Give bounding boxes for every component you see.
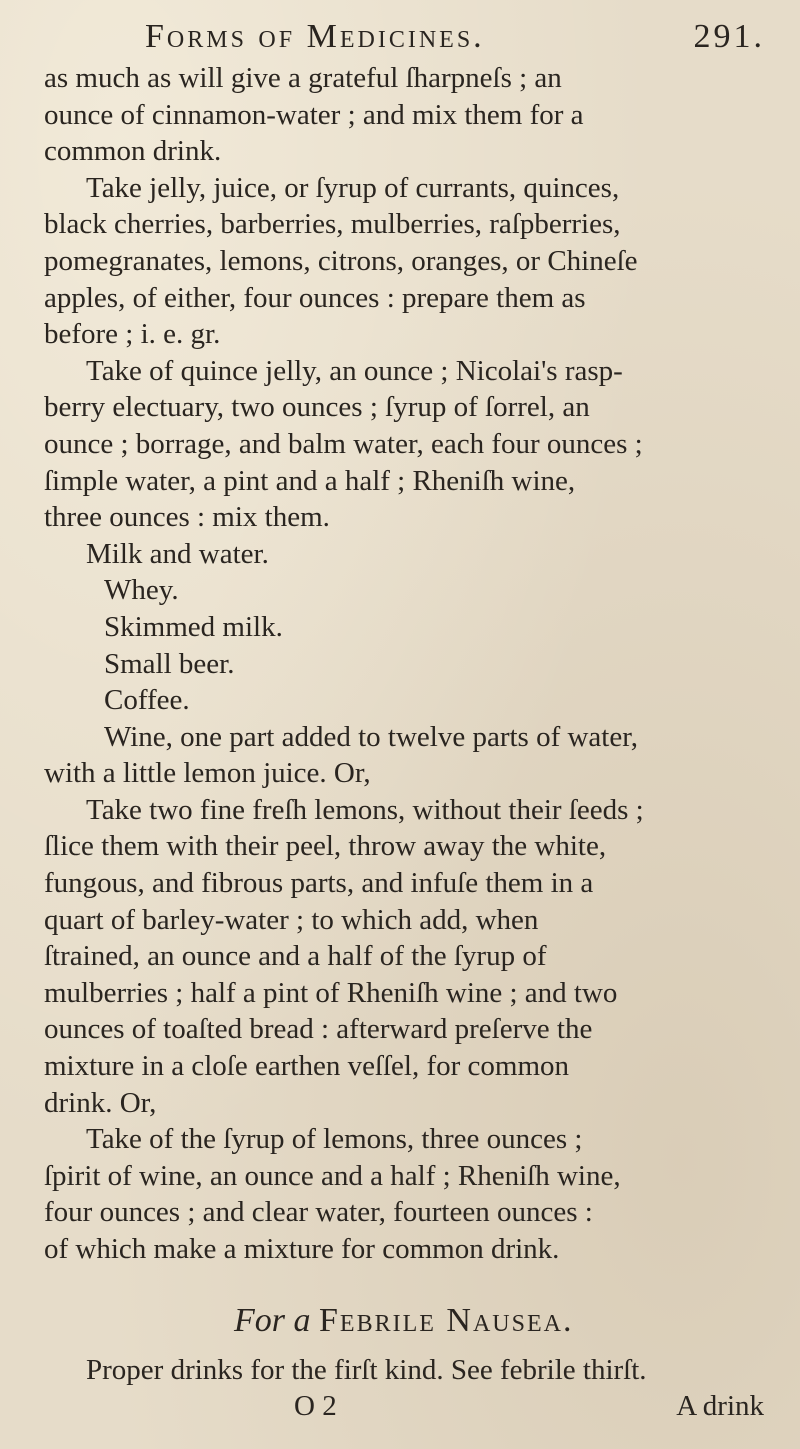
text-line: ſlice them with their peel, throw away the white, <box>44 830 607 863</box>
section-heading <box>44 1302 774 1352</box>
text-line: with a little lemon juice. Or, <box>44 757 371 790</box>
text-line: before ; i. e. gr. <box>44 318 221 351</box>
text-line: Milk and water. <box>86 537 269 570</box>
text-line: ſpirit of wine, an ounce and a half ; Rheniſh wine, <box>44 1159 621 1192</box>
text-line: black cherries, barberries, mulberries, raſpberries, <box>44 208 621 241</box>
text-line: drink. Or, <box>44 1086 157 1119</box>
text-line: Skimmed milk. <box>104 610 283 643</box>
text-line: ounces of toaſted bread : afterward preſerve the <box>44 1013 593 1046</box>
text-line: common drink. <box>44 135 222 168</box>
text-line: four ounces ; and clear water, fourteen ounces : <box>44 1196 593 1229</box>
text-line: as much as will give a grateful ſharpneſs ; an <box>44 62 562 94</box>
running-head <box>145 18 765 66</box>
running-title: Forms of Medicines. <box>145 18 485 55</box>
text-line: mulberries ; half a pint of Rheniſh wine ; and two <box>44 976 618 1009</box>
text-line: berry electuary, two ounces ; ſyrup of ſorrel, an <box>44 391 590 424</box>
page-body <box>44 60 774 1425</box>
text-line: Small beer. <box>104 647 235 680</box>
text-line: pomegranates, lemons, citrons, oranges, or Chineſe <box>44 244 638 277</box>
text-line: of which make a mixture for common drink. <box>44 1233 560 1265</box>
text-line: ounce of cinnamon-water ; and mix them for a <box>44 98 584 131</box>
text-line: Proper drinks for the firſt kind. See febrile thirſt. <box>86 1353 647 1386</box>
text-line: Take of quince jelly, an ounce ; Nicolai's rasp- <box>86 354 623 387</box>
text-line: quart of barley-water ; to which add, when <box>44 903 539 936</box>
text-line: Whey. <box>104 574 179 607</box>
section-text-block <box>44 1352 774 1389</box>
page-number: 291. <box>693 18 765 55</box>
signature-mark: O 2 <box>294 1390 337 1423</box>
text-block <box>44 60 774 1268</box>
text-line: ſimple water, a pint and a half ; Rheniſh wine, <box>44 464 576 497</box>
page-footer <box>44 1388 774 1425</box>
text-line: Take jelly, juice, or ſyrup of currants, quinces, <box>86 171 620 204</box>
text-line: ſtrained, an ounce and a half of the ſyrup of <box>44 940 547 973</box>
text-line: Coffee. <box>104 684 190 717</box>
text-line: fungous, and fibrous parts, and infuſe them in a <box>44 867 594 900</box>
text-line: Take two fine freſh lemons, without their ſeeds ; <box>86 793 644 826</box>
text-line: Take of the ſyrup of lemons, three ounces ; <box>86 1123 583 1156</box>
text-line: three ounces : mix them. <box>44 501 330 534</box>
section-heading-prefix: For a <box>234 1301 311 1339</box>
text-line: mixture in a cloſe earthen veſſel, for common <box>44 1050 570 1083</box>
text-line: apples, of either, four ounces : prepare them as <box>44 281 586 314</box>
text-line: Wine, one part added to twelve parts of water, <box>104 720 638 753</box>
section-heading-title: Febrile Nausea. <box>319 1301 574 1339</box>
catchword: A drink <box>676 1390 764 1423</box>
text-line: ounce ; borrage, and balm water, each four ounces ; <box>44 427 643 460</box>
